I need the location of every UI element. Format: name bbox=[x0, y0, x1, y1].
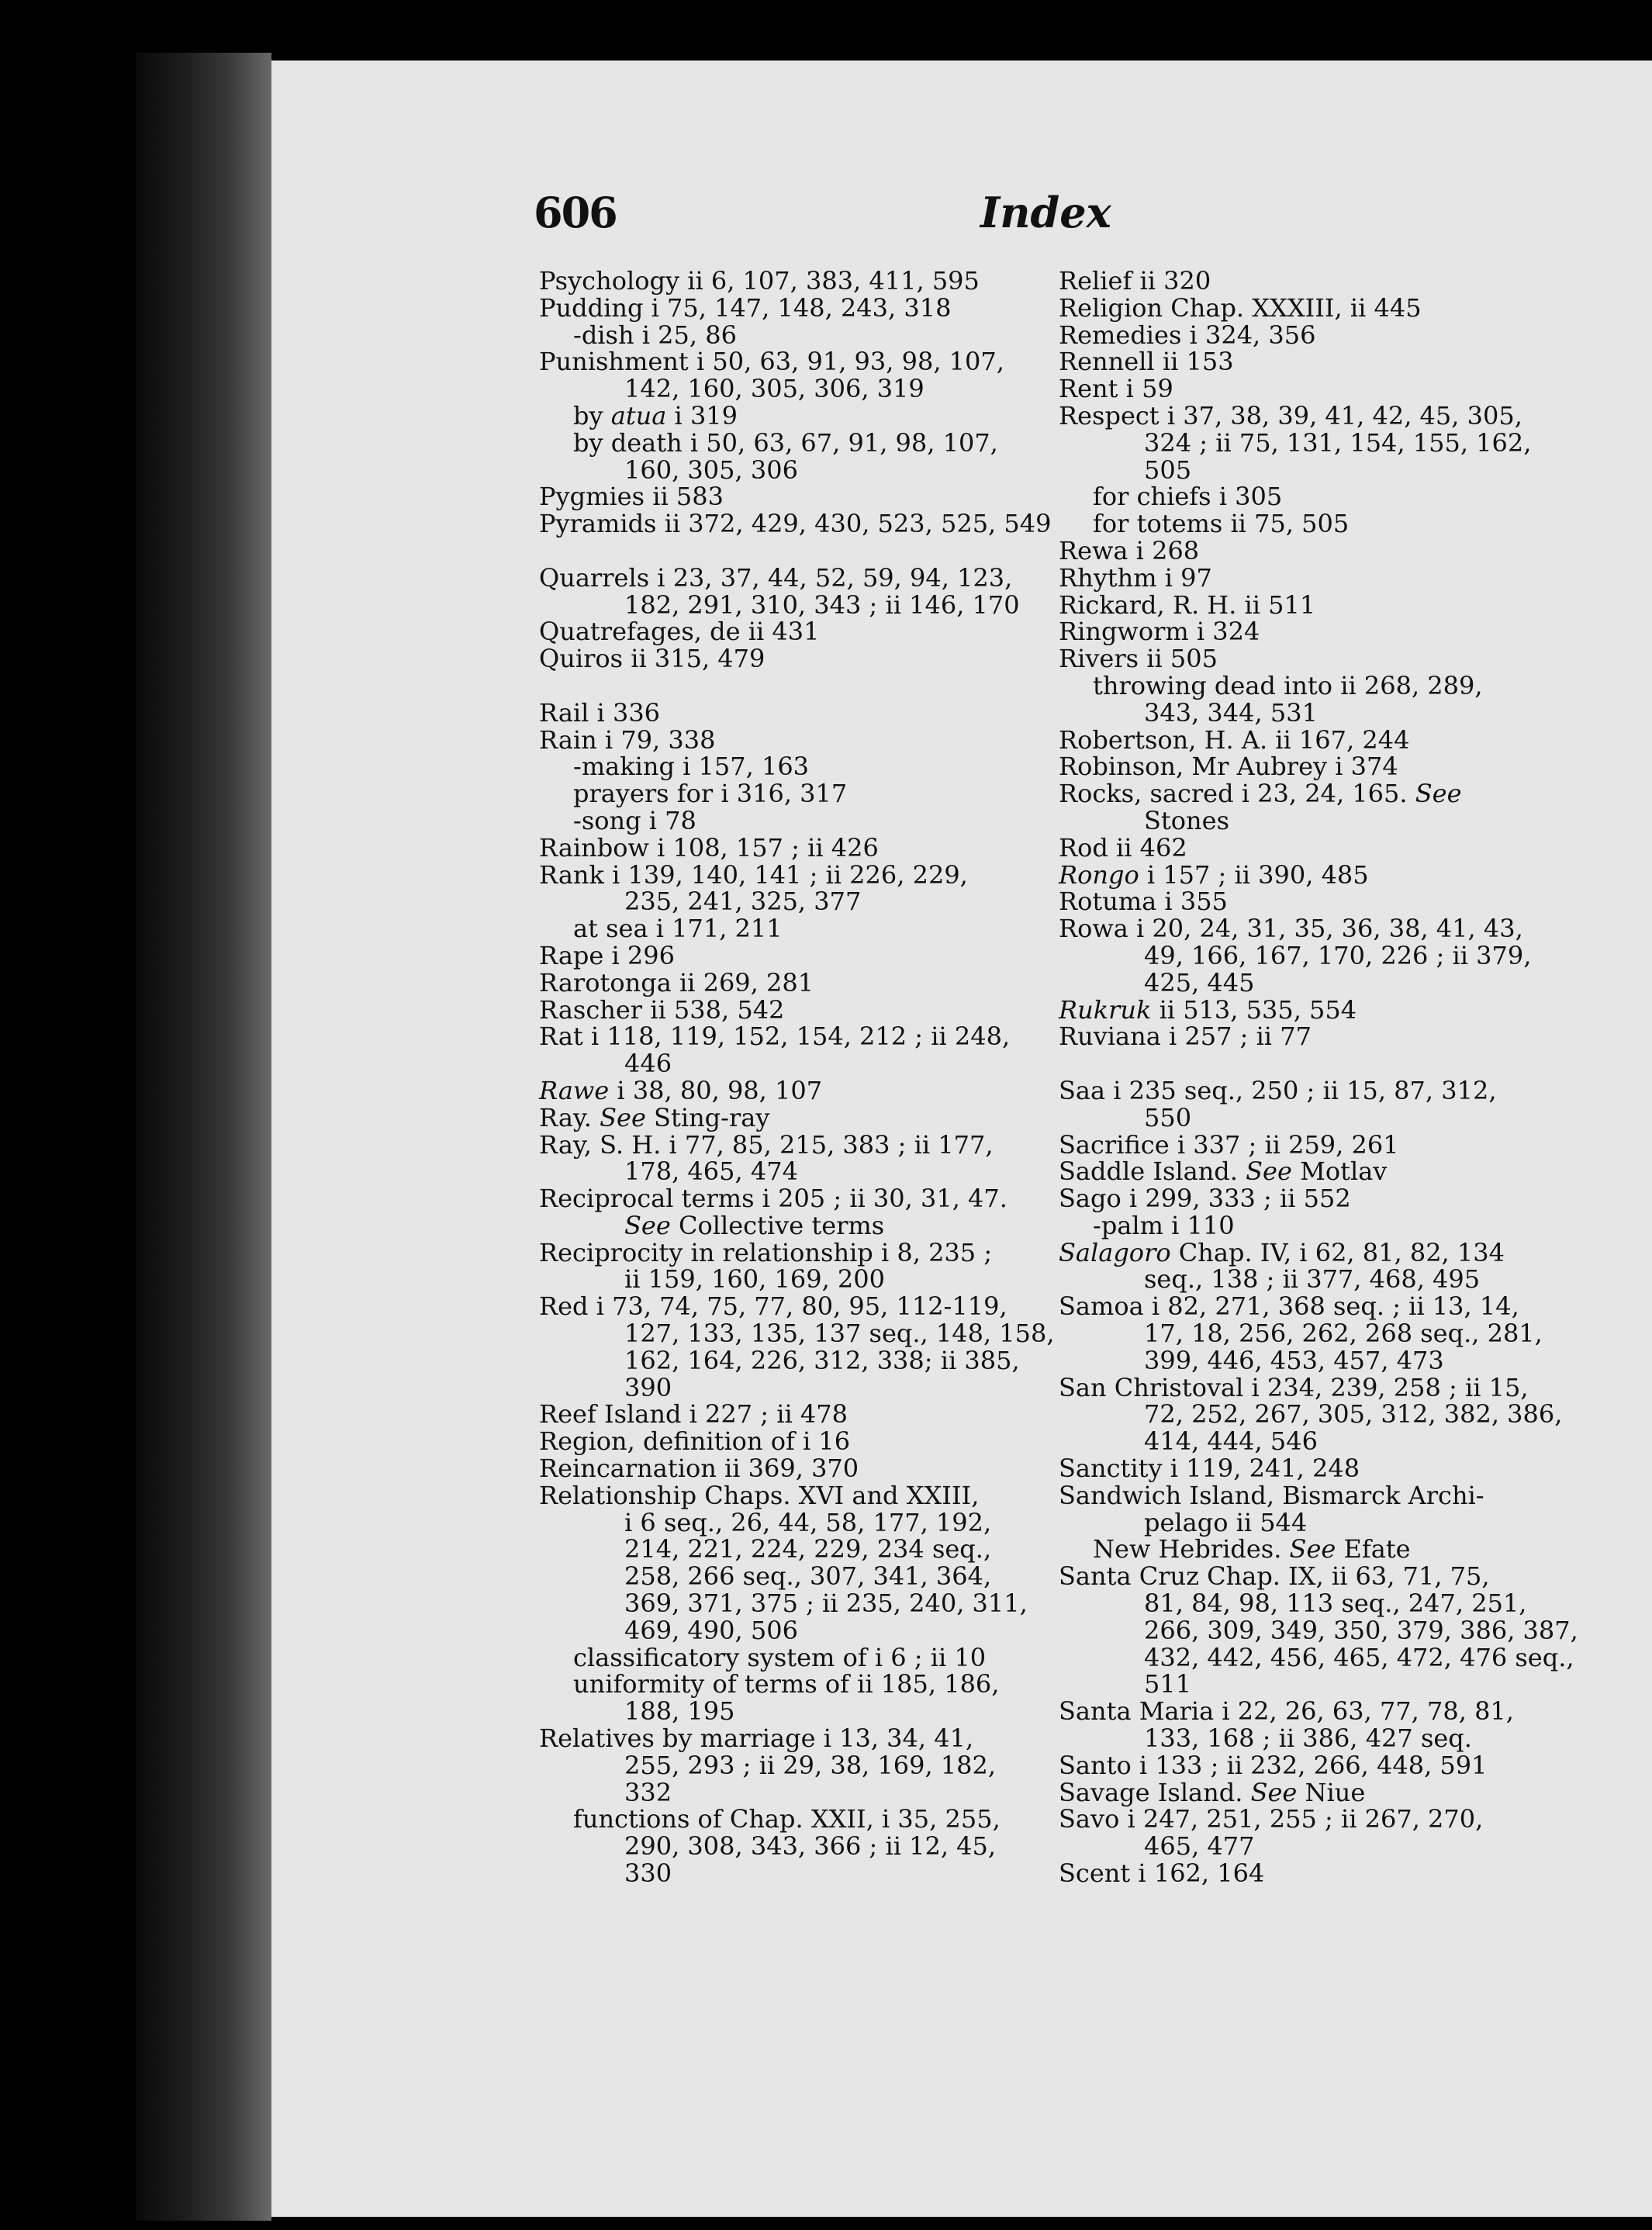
index-entry bbox=[1059, 322, 1578, 349]
index-text: prayers for i 316, 317 bbox=[573, 779, 848, 809]
index-subentry bbox=[1059, 427, 1578, 458]
index-text: Rennell ii 153 bbox=[1059, 347, 1234, 377]
index-subentry bbox=[539, 1806, 1055, 1833]
index-text: i 38, 80, 98, 107 bbox=[609, 1075, 823, 1105]
index-entry bbox=[539, 1077, 1055, 1105]
index-entry bbox=[1059, 348, 1578, 375]
index-subentry bbox=[1059, 483, 1578, 510]
index-text: Collective terms bbox=[670, 1210, 885, 1240]
index-text: functions of Chap. XXII, i 35, 255, bbox=[573, 1804, 1001, 1834]
index-text: Rain i 79, 338 bbox=[539, 724, 716, 755]
index-text: 505 bbox=[1144, 455, 1192, 485]
index-text: 178, 465, 474 bbox=[624, 1156, 798, 1187]
index-text: Rocks, sacred i 23, 24, 165. bbox=[1059, 779, 1415, 809]
index-subentry bbox=[539, 915, 1055, 942]
index-text: Robertson, H. A. ii 167, 244 bbox=[1059, 724, 1410, 755]
index-text: Rotuma i 355 bbox=[1059, 887, 1228, 917]
index-text: 81, 84, 98, 113 seq., 247, 251, bbox=[1144, 1589, 1527, 1619]
index-text: 390 bbox=[624, 1372, 672, 1402]
index-text: Rail i 336 bbox=[539, 697, 661, 728]
index-subentry bbox=[1059, 1617, 1578, 1644]
index-text: Quiros ii 315, 479 bbox=[539, 644, 766, 674]
index-text: Santo i 133 ; ii 232, 266, 448, 591 bbox=[1059, 1750, 1488, 1780]
blank-line bbox=[539, 672, 1055, 700]
index-entry bbox=[1059, 589, 1578, 620]
index-text: for totems ii 75, 505 bbox=[1093, 509, 1350, 539]
index-entry bbox=[1059, 268, 1578, 295]
index-text: Savage Island. bbox=[1059, 1777, 1251, 1807]
index-subentry bbox=[1059, 1212, 1578, 1239]
index-entry bbox=[539, 1725, 1055, 1752]
index-subentry bbox=[1059, 1644, 1578, 1672]
index-text: atua bbox=[610, 400, 667, 430]
index-text: See bbox=[1289, 1534, 1336, 1564]
index-entry bbox=[1059, 1482, 1578, 1509]
index-entry bbox=[539, 1482, 1055, 1509]
index-text: Salagoro bbox=[1059, 1237, 1171, 1267]
index-entry bbox=[539, 1401, 1055, 1428]
index-text: 425, 445 bbox=[1144, 967, 1255, 997]
index-text: Robinson, Mr Aubrey i 374 bbox=[1059, 752, 1398, 782]
index-text: 235, 241, 325, 377 bbox=[624, 887, 862, 917]
blank-line bbox=[539, 538, 1055, 565]
index-entry bbox=[1059, 780, 1578, 807]
index-subentry bbox=[1059, 1347, 1578, 1374]
index-text: Religion Chap. XXXIII, ii 445 bbox=[1059, 292, 1422, 323]
index-entry bbox=[539, 1023, 1055, 1050]
index-subentry bbox=[1059, 1590, 1578, 1617]
index-text: Niue bbox=[1297, 1777, 1366, 1807]
index-subentry bbox=[1059, 1725, 1578, 1752]
index-entry bbox=[539, 268, 1055, 295]
index-entry bbox=[539, 697, 1055, 728]
index-text: pelago ii 544 bbox=[1144, 1507, 1308, 1537]
index-subentry bbox=[1059, 807, 1578, 835]
index-subentry bbox=[1059, 1266, 1578, 1293]
index-subentry bbox=[539, 1509, 1055, 1537]
index-subentry bbox=[539, 322, 1055, 349]
index-text: 343, 344, 531 bbox=[1144, 697, 1318, 728]
index-text: 290, 308, 343, 366 ; ii 12, 45, bbox=[624, 1831, 997, 1862]
index-text: 182, 291, 310, 343 ; ii 146, 170 bbox=[624, 589, 1020, 620]
index-entry bbox=[1059, 400, 1578, 430]
index-text: Reciprocity in relationship i 8, 235 ; bbox=[539, 1237, 993, 1267]
index-subentry bbox=[539, 1671, 1055, 1698]
index-entry bbox=[539, 1185, 1055, 1212]
index-subentry bbox=[539, 589, 1055, 620]
index-text: Relationship Chaps. XVI and XXIII, bbox=[539, 1480, 980, 1510]
index-text: Saa i 235 seq., 250 ; ii 15, 87, 312, bbox=[1059, 1075, 1497, 1105]
index-subentry bbox=[539, 1563, 1055, 1590]
index-entry bbox=[539, 510, 1055, 538]
index-subentry bbox=[1059, 1671, 1578, 1698]
index-text: 330 bbox=[624, 1858, 672, 1889]
index-entry bbox=[539, 1102, 1055, 1132]
index-column-left bbox=[539, 268, 1055, 1887]
index-entry bbox=[539, 1455, 1055, 1482]
index-entry bbox=[1059, 618, 1578, 645]
index-entry bbox=[539, 1293, 1055, 1320]
index-text: 160, 305, 306 bbox=[624, 455, 798, 485]
index-text: 72, 252, 267, 305, 312, 382, 386, bbox=[1144, 1399, 1563, 1430]
index-text: New Hebrides. bbox=[1093, 1534, 1290, 1564]
index-text: Punishment i 50, 63, 91, 93, 98, 107, bbox=[539, 347, 1004, 377]
index-text: by death i 50, 63, 67, 91, 98, 107, bbox=[573, 427, 998, 458]
index-text: Reincarnation ii 369, 370 bbox=[539, 1454, 859, 1484]
index-entry bbox=[1059, 1293, 1578, 1320]
index-text: 550 bbox=[1144, 1102, 1192, 1132]
index-text: -making i 157, 163 bbox=[573, 752, 810, 782]
index-entry bbox=[1059, 1129, 1578, 1160]
index-text: Rivers ii 505 bbox=[1059, 644, 1218, 674]
index-entry bbox=[539, 1129, 1055, 1160]
index-text: Santa Cruz Chap. IX, ii 63, 71, 75, bbox=[1059, 1561, 1490, 1592]
index-subentry bbox=[539, 807, 1055, 835]
index-text: 465, 477 bbox=[1144, 1831, 1255, 1862]
index-text: ii 159, 160, 169, 200 bbox=[624, 1264, 885, 1295]
index-text: Rent i 59 bbox=[1059, 374, 1173, 404]
index-text: Sacrifice i 337 ; ii 259, 261 bbox=[1059, 1129, 1399, 1160]
index-text: Sting-ray bbox=[645, 1102, 770, 1132]
index-entry bbox=[1059, 1455, 1578, 1482]
index-text: 162, 164, 226, 312, 338; ii 385, bbox=[624, 1345, 1020, 1375]
index-text: 511 bbox=[1144, 1669, 1192, 1699]
index-entry bbox=[1059, 753, 1578, 780]
index-subentry bbox=[1059, 1428, 1578, 1455]
index-text: Relief ii 320 bbox=[1059, 266, 1211, 296]
index-subentry bbox=[539, 457, 1055, 484]
index-subentry bbox=[539, 1266, 1055, 1293]
index-entry bbox=[1059, 1698, 1578, 1725]
index-entry bbox=[1059, 1806, 1578, 1833]
index-subentry bbox=[539, 753, 1055, 780]
index-text: 133, 168 ; ii 386, 427 seq. bbox=[1144, 1723, 1472, 1754]
index-text: 127, 133, 135, 137 seq., 148, 158, bbox=[624, 1319, 1055, 1349]
index-entry bbox=[1059, 1860, 1578, 1887]
index-text: See bbox=[1246, 1156, 1292, 1187]
index-text: -song i 78 bbox=[573, 805, 696, 835]
index-subentry bbox=[539, 1860, 1055, 1887]
index-text: -palm i 110 bbox=[1093, 1210, 1235, 1240]
index-entry bbox=[1059, 832, 1578, 863]
index-entry bbox=[1059, 1374, 1578, 1402]
index-text: 399, 446, 453, 457, 473 bbox=[1144, 1345, 1444, 1375]
index-entry bbox=[539, 292, 1055, 323]
index-text: 49, 166, 167, 170, 226 ; ii 379, bbox=[1144, 940, 1532, 970]
index-text: Pudding i 75, 147, 148, 243, 318 bbox=[539, 292, 952, 323]
index-text: 188, 195 bbox=[624, 1696, 735, 1727]
index-text: 414, 444, 546 bbox=[1144, 1426, 1318, 1457]
index-entry bbox=[539, 859, 1055, 890]
index-text: Rickard, R. H. ii 511 bbox=[1059, 589, 1316, 620]
index-entry bbox=[1059, 375, 1578, 403]
index-text: Sago i 299, 333 ; ii 552 bbox=[1059, 1184, 1351, 1214]
index-entry bbox=[1059, 888, 1578, 915]
index-text: 142, 160, 305, 306, 319 bbox=[624, 374, 924, 404]
index-subentry bbox=[539, 1320, 1055, 1347]
index-text: 324 ; ii 75, 131, 154, 155, 162, bbox=[1144, 427, 1532, 458]
index-text: 446 bbox=[624, 1049, 672, 1079]
book-page-edges bbox=[136, 53, 271, 2221]
index-text: Quarrels i 23, 37, 44, 52, 59, 94, 123, bbox=[539, 562, 1013, 593]
running-head: Index bbox=[980, 188, 1111, 237]
index-subentry bbox=[1059, 1509, 1578, 1537]
index-text: seq., 138 ; ii 377, 468, 495 bbox=[1144, 1264, 1481, 1295]
index-entry bbox=[1059, 1023, 1578, 1050]
index-text: Rascher ii 538, 542 bbox=[539, 994, 785, 1025]
index-text: 469, 490, 506 bbox=[624, 1615, 798, 1645]
index-text: Pygmies ii 583 bbox=[539, 482, 724, 512]
index-text: Savo i 247, 251, 255 ; ii 267, 270, bbox=[1059, 1804, 1484, 1834]
index-text: Ringworm i 324 bbox=[1059, 617, 1260, 647]
index-entry bbox=[539, 483, 1055, 510]
index-text: San Christoval i 234, 239, 258 ; ii 15, bbox=[1059, 1372, 1529, 1402]
index-entry bbox=[539, 348, 1055, 375]
index-text: Red i 73, 74, 75, 77, 80, 95, 112-119, bbox=[539, 1291, 1007, 1322]
index-subentry bbox=[539, 780, 1055, 807]
index-entry bbox=[1059, 994, 1578, 1025]
index-text: -dish i 25, 86 bbox=[573, 320, 737, 350]
index-text: Scent i 162, 164 bbox=[1059, 1858, 1265, 1889]
index-text: 266, 309, 349, 350, 379, 386, 387, bbox=[1144, 1615, 1578, 1645]
index-text: Rhythm i 97 bbox=[1059, 562, 1212, 593]
index-subentry bbox=[1059, 1401, 1578, 1428]
index-subentry bbox=[1059, 672, 1578, 700]
index-text: Ruviana i 257 ; ii 77 bbox=[1059, 1022, 1312, 1052]
index-subentry bbox=[539, 375, 1055, 403]
scan-border bbox=[0, 0, 136, 2230]
index-text: by bbox=[573, 400, 611, 430]
index-text: uniformity of terms of ii 185, 186, bbox=[573, 1669, 1000, 1699]
index-entry bbox=[539, 724, 1055, 755]
index-text: Rod ii 462 bbox=[1059, 832, 1187, 863]
index-text: See bbox=[1250, 1777, 1298, 1807]
index-text: Region, definition of i 16 bbox=[539, 1426, 851, 1457]
index-text: Rape i 296 bbox=[539, 940, 675, 970]
index-text: Chap. IV, i 62, 81, 82, 134 bbox=[1170, 1237, 1505, 1267]
index-text: Pyramids ii 372, 429, 430, 523, 525, 549 bbox=[539, 509, 1052, 539]
index-text: Remedies i 324, 356 bbox=[1059, 320, 1316, 350]
index-subentry bbox=[539, 1833, 1055, 1860]
index-text: Rainbow i 108, 157 ; ii 426 bbox=[539, 832, 879, 863]
index-subentry bbox=[539, 1374, 1055, 1402]
index-text: i 157 ; ii 390, 485 bbox=[1139, 859, 1369, 890]
index-text: Rowa i 20, 24, 31, 35, 36, 38, 41, 43, bbox=[1059, 914, 1523, 944]
index-text: Psychology ii 6, 107, 383, 411, 595 bbox=[539, 266, 980, 296]
index-text: 332 bbox=[624, 1777, 672, 1807]
index-entry bbox=[1059, 1185, 1578, 1212]
index-entry bbox=[539, 832, 1055, 863]
index-subentry bbox=[539, 400, 1055, 430]
index-entry bbox=[539, 645, 1055, 672]
index-text: Rongo bbox=[1059, 859, 1139, 890]
index-entry bbox=[1059, 292, 1578, 323]
index-subentry bbox=[1059, 1102, 1578, 1132]
index-entry bbox=[1059, 915, 1578, 942]
index-subentry bbox=[539, 427, 1055, 458]
index-subentry bbox=[539, 1779, 1055, 1806]
index-text: Sanctity i 119, 241, 248 bbox=[1059, 1454, 1360, 1484]
index-text: Respect i 37, 38, 39, 41, 42, 45, 305, bbox=[1059, 400, 1522, 430]
index-text: Sandwich Island, Bismarck Archi- bbox=[1059, 1480, 1484, 1510]
index-subentry bbox=[539, 888, 1055, 915]
index-subentry bbox=[1059, 1536, 1578, 1563]
index-text: Efate bbox=[1336, 1534, 1411, 1564]
index-entry bbox=[1059, 645, 1578, 672]
index-text: Stones bbox=[1144, 805, 1230, 835]
index-subentry bbox=[539, 1050, 1055, 1077]
index-text: 255, 293 ; ii 29, 38, 169, 182, bbox=[624, 1750, 997, 1780]
index-text: 17, 18, 256, 262, 268 seq., 281, bbox=[1144, 1319, 1543, 1349]
index-subentry bbox=[539, 1644, 1055, 1672]
index-text: Saddle Island. bbox=[1059, 1156, 1246, 1187]
index-text: 432, 442, 456, 465, 472, 476 seq., bbox=[1144, 1642, 1574, 1672]
page-number: 606 bbox=[534, 188, 617, 237]
index-text: See bbox=[1415, 779, 1462, 809]
index-entry bbox=[1059, 1239, 1578, 1267]
index-text: Rarotonga ii 269, 281 bbox=[539, 967, 814, 997]
index-entry bbox=[1059, 859, 1578, 890]
index-entry bbox=[539, 1428, 1055, 1455]
index-subentry bbox=[1059, 510, 1578, 538]
index-subentry bbox=[539, 1212, 1055, 1239]
index-subentry bbox=[539, 1158, 1055, 1185]
index-subentry bbox=[1059, 967, 1578, 997]
index-entry bbox=[1059, 724, 1578, 755]
index-subentry bbox=[1059, 1320, 1578, 1347]
index-text: i 6 seq., 26, 44, 58, 177, 192, bbox=[624, 1507, 992, 1537]
index-entry bbox=[1059, 1563, 1578, 1590]
index-entry bbox=[539, 562, 1055, 593]
index-subentry bbox=[539, 1590, 1055, 1617]
index-subentry bbox=[539, 1617, 1055, 1644]
index-text: Santa Maria i 22, 26, 63, 77, 78, 81, bbox=[1059, 1696, 1514, 1727]
index-entry bbox=[1059, 1752, 1578, 1779]
index-text: throwing dead into ii 268, 289, bbox=[1093, 670, 1483, 700]
index-text: Ray. bbox=[539, 1102, 600, 1132]
index-text: at sea i 171, 211 bbox=[573, 914, 783, 944]
index-text: classificatory system of i 6 ; ii 10 bbox=[573, 1642, 987, 1672]
index-text: Quatrefages, de ii 431 bbox=[539, 617, 820, 647]
index-entry bbox=[539, 994, 1055, 1025]
index-entry bbox=[539, 618, 1055, 645]
index-text: Motlav bbox=[1291, 1156, 1388, 1187]
index-entry bbox=[539, 942, 1055, 970]
index-subentry bbox=[1059, 697, 1578, 728]
index-subentry bbox=[539, 1698, 1055, 1725]
index-subentry bbox=[539, 1347, 1055, 1374]
index-subentry bbox=[539, 1536, 1055, 1563]
index-subentry bbox=[1059, 1833, 1578, 1860]
index-subentry bbox=[1059, 942, 1578, 970]
index-text: See bbox=[624, 1210, 671, 1240]
index-text: Rukruk bbox=[1059, 994, 1152, 1025]
index-text: Rat i 118, 119, 152, 154, 212 ; ii 248, bbox=[539, 1022, 1011, 1052]
index-text: Ray, S. H. i 77, 85, 215, 383 ; ii 177, bbox=[539, 1129, 994, 1160]
index-entry bbox=[1059, 1779, 1578, 1806]
index-text: 258, 266 seq., 307, 341, 364, bbox=[624, 1561, 992, 1592]
index-text: ii 513, 535, 554 bbox=[1151, 994, 1357, 1025]
index-entry bbox=[539, 1239, 1055, 1267]
index-text: Reef Island i 227 ; ii 478 bbox=[539, 1399, 848, 1430]
index-text: See bbox=[600, 1102, 646, 1132]
index-text: i 319 bbox=[666, 400, 738, 430]
index-text: for chiefs i 305 bbox=[1093, 482, 1283, 512]
index-entry bbox=[539, 967, 1055, 997]
index-entry bbox=[1059, 562, 1578, 593]
blank-line bbox=[1059, 1050, 1578, 1077]
index-entry bbox=[1059, 1077, 1578, 1105]
index-text: Samoa i 82, 271, 368 seq. ; ii 13, 14, bbox=[1059, 1291, 1519, 1322]
index-text: 214, 221, 224, 229, 234 seq., bbox=[624, 1534, 992, 1564]
index-entry bbox=[1059, 1158, 1578, 1185]
index-text: Reciprocal terms i 205 ; ii 30, 31, 47. bbox=[539, 1184, 1007, 1214]
index-text: Relatives by marriage i 13, 34, 41, bbox=[539, 1723, 974, 1754]
index-text: Rawe bbox=[539, 1075, 610, 1105]
index-column-right bbox=[1059, 268, 1578, 1887]
index-subentry bbox=[1059, 457, 1578, 484]
index-text: 369, 371, 375 ; ii 235, 240, 311, bbox=[624, 1589, 1028, 1619]
index-subentry bbox=[539, 1752, 1055, 1779]
index-entry bbox=[1059, 535, 1578, 565]
index-text: Rank i 139, 140, 141 ; ii 226, 229, bbox=[539, 859, 968, 890]
index-text: Rewa i 268 bbox=[1059, 535, 1200, 565]
